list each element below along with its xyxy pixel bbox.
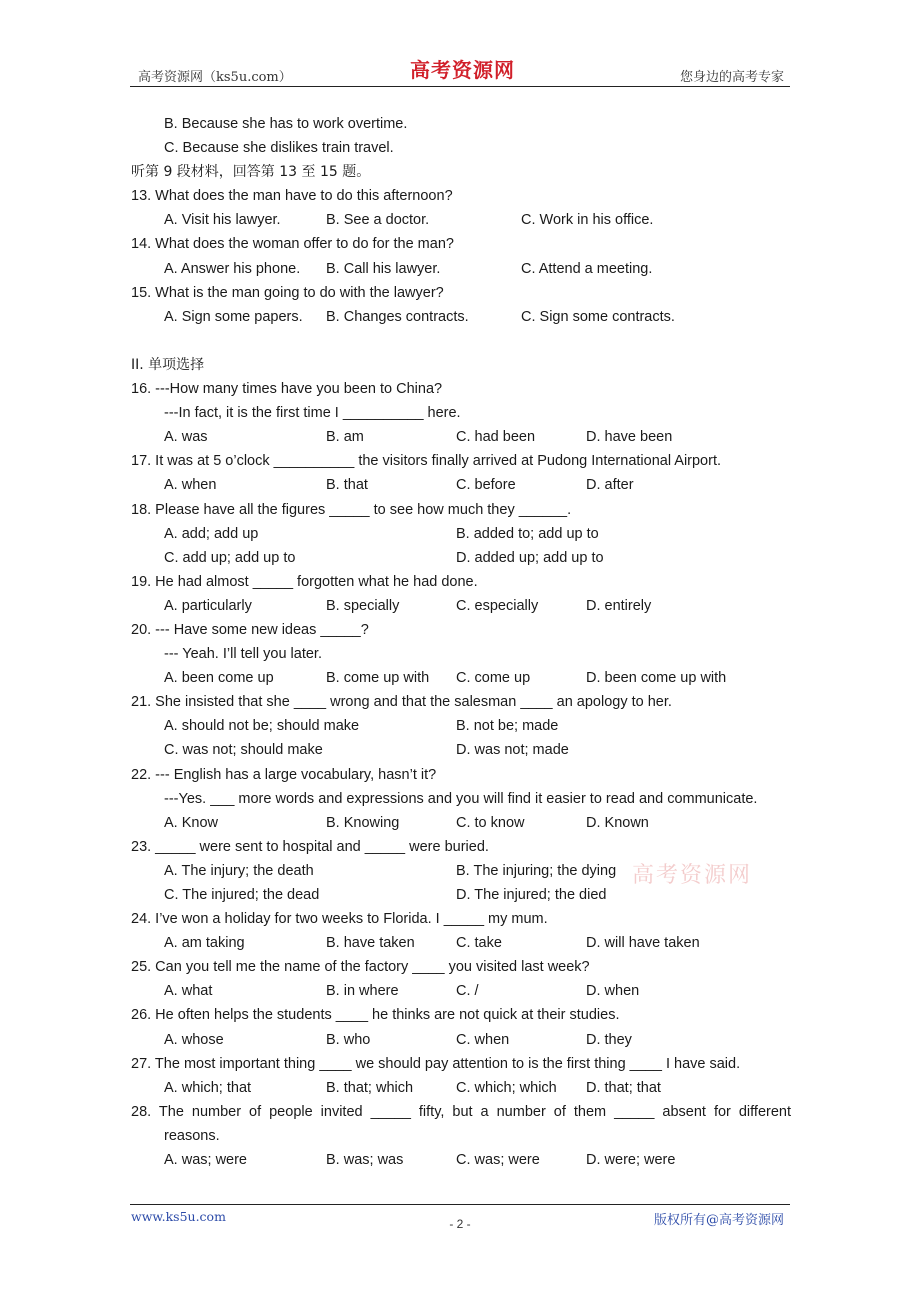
q28-stem-2: reasons. xyxy=(164,1127,220,1144)
q28-option-a: A. was; were xyxy=(164,1152,247,1169)
q21-stem: 21. She insisted that she ____ wrong and that the salesman ____ an apology to her. xyxy=(131,694,672,711)
q17-option-c: C. before xyxy=(456,477,516,494)
q20-stem-2: --- Yeah. I’ll tell you later. xyxy=(164,646,322,663)
q28-options xyxy=(131,1148,791,1172)
q13-options xyxy=(131,208,791,232)
q16-option-c: C. had been xyxy=(456,429,536,446)
q27-option-d: D. that; that xyxy=(586,1079,661,1096)
footer-rule xyxy=(130,1204,790,1205)
q22-options xyxy=(131,811,791,835)
q21-option-d: D. was not; made xyxy=(456,742,569,759)
q25-option-d: D. when xyxy=(586,983,640,1000)
q18-options-row1 xyxy=(131,522,791,546)
q13-option-c: C. Work in his office. xyxy=(521,212,654,229)
q23-option-b: B. The injuring; the dying xyxy=(456,862,617,879)
q28-stem: 28. The number of people invited _____ fifty, but a number of them _____ absent for different xyxy=(131,1103,791,1120)
q16-option-b: B. am xyxy=(326,429,364,446)
q26-option-d: D. they xyxy=(586,1031,632,1048)
q25-option-b: B. in where xyxy=(326,983,399,1000)
q24-option-a: A. am taking xyxy=(164,935,245,952)
q26-option-c: C. when xyxy=(456,1031,510,1048)
q23-option-a: A. The injury; the death xyxy=(164,862,314,879)
header-site-name: 高考资源网（ks5u.com） xyxy=(138,70,292,85)
q14-options xyxy=(131,257,791,281)
exam-content xyxy=(131,112,791,1172)
q26-option-a: A. whose xyxy=(164,1031,224,1048)
q20-options xyxy=(131,666,791,690)
q15-stem: 15. What is the man going to do with the lawyer? xyxy=(131,284,444,301)
q15-option-c: C. Sign some contracts. xyxy=(521,308,675,325)
q20-option-a: A. been come up xyxy=(164,670,274,687)
q15-option-b: B. Changes contracts. xyxy=(326,308,469,325)
header-rule xyxy=(130,86,790,87)
q26-options xyxy=(131,1028,791,1052)
q19-option-b: B. specially xyxy=(326,597,400,614)
watermark: 高考资源网 xyxy=(632,863,753,888)
q13-option-a: A. Visit his lawyer. xyxy=(164,212,281,229)
q27-option-a: A. which; that xyxy=(164,1079,252,1096)
q13-option-b: B. See a doctor. xyxy=(326,212,430,229)
q20-option-c: C. come up xyxy=(456,670,531,687)
section-title: II. 单项选择 xyxy=(131,356,205,373)
q24-stem: 24. I’ve won a holiday for two weeks to Florida. I _____ my mum. xyxy=(131,911,548,928)
q27-stem: 27. The most important thing ____ we should pay attention to is the first thing ____ I have said. xyxy=(131,1055,741,1072)
q26-option-b: B. who xyxy=(326,1031,371,1048)
q19-stem: 19. He had almost _____ forgotten what he had done. xyxy=(131,573,478,590)
q25-stem: 25. Can you tell me the name of the factory ____ you visited last week? xyxy=(131,959,590,976)
q18-option-a: A. add; add up xyxy=(164,525,259,542)
q14-option-a: A. Answer his phone. xyxy=(164,260,301,277)
page-number: - 2 - xyxy=(449,1217,471,1231)
q18-option-d: D. added up; add up to xyxy=(456,549,604,566)
q16-stem-2: ---In fact, it is the first time I __________ here. xyxy=(164,405,461,422)
q23-option-c: C. The injured; the dead xyxy=(164,887,320,903)
q22-stem-2: ---Yes. ___ more words and expressions and you will find it easier to read and communicate. xyxy=(164,790,758,807)
q20-option-b: B. come up with xyxy=(326,670,430,687)
q21-option-a: A. should not be; should make xyxy=(164,718,360,735)
q18-stem: 18. Please have all the figures _____ to see how much they ______. xyxy=(131,501,572,518)
q21-option-c: C. was not; should make xyxy=(164,742,323,759)
q21-option-b: B. not be; made xyxy=(456,718,559,735)
q15-options xyxy=(131,305,791,329)
q12-option-c: C. Because she dislikes train travel. xyxy=(164,140,394,157)
q17-option-b: B. that xyxy=(326,477,368,494)
q14-stem: 14. What does the woman offer to do for the man? xyxy=(131,236,454,253)
q25-option-a: A. what xyxy=(164,983,213,1000)
q24-option-d: D. will have taken xyxy=(586,935,700,952)
q22-option-c: C. to know xyxy=(456,814,525,831)
q23-stem: 23. _____ were sent to hospital and _____ were buried. xyxy=(131,838,489,855)
q17-option-a: A. when xyxy=(164,477,217,494)
q25-options xyxy=(131,979,791,1003)
spacer xyxy=(131,329,791,353)
q26-stem: 26. He often helps the students ____ he thinks are not quick at their studies. xyxy=(131,1007,620,1024)
header-logo: 高考资源网 xyxy=(410,58,515,82)
q27-options xyxy=(131,1076,791,1100)
q23-option-d: D. The injured; the died xyxy=(456,887,607,903)
q20-option-d: D. been come up with xyxy=(586,670,727,687)
q14-option-c: C. Attend a meeting. xyxy=(521,260,653,277)
q28-option-c: C. was; were xyxy=(456,1152,540,1169)
footer-site-link[interactable]: www.ks5u.com xyxy=(131,1209,226,1224)
page-header xyxy=(130,52,790,88)
q16-stem: 16. ---How many times have you been to China? xyxy=(131,381,443,398)
section-note: 听第 9 段材料，回答第 13 至 15 题。 xyxy=(131,164,371,181)
q18-option-c: C. add up; add up to xyxy=(164,549,296,566)
q24-option-c: C. take xyxy=(456,935,502,952)
q12-option-b: B. Because she has to work overtime. xyxy=(164,116,408,132)
q19-option-a: A. particularly xyxy=(164,597,252,614)
q13-stem: 13. What does the man have to do this afternoon? xyxy=(131,188,453,205)
q20-stem: 20. --- Have some new ideas _____? xyxy=(131,621,369,638)
q19-option-d: D. entirely xyxy=(586,597,652,614)
q16-options xyxy=(131,425,791,449)
q28-option-b: B. was; was xyxy=(326,1152,404,1169)
q18-option-b: B. added to; add up to xyxy=(456,525,599,542)
q19-option-c: C. especially xyxy=(456,597,539,614)
q24-option-b: B. have taken xyxy=(326,935,415,952)
q21-options-row2 xyxy=(131,738,791,762)
q24-options xyxy=(131,931,791,955)
q16-option-a: A. was xyxy=(164,429,208,446)
q16-option-d: D. have been xyxy=(586,429,673,446)
q15-option-a: A. Sign some papers. xyxy=(164,308,303,325)
q28-option-d: D. were; were xyxy=(586,1152,676,1169)
q22-option-a: A. Know xyxy=(164,814,218,831)
q17-options xyxy=(131,473,791,497)
q19-options xyxy=(131,594,791,618)
q17-option-d: D. after xyxy=(586,477,634,494)
q14-option-b: B. Call his lawyer. xyxy=(326,260,441,277)
q25-option-c: C. / xyxy=(456,983,479,1000)
q21-options-row1 xyxy=(131,714,791,738)
q22-option-d: D. Known xyxy=(586,814,649,831)
header-slogan: 您身边的高考专家 xyxy=(679,70,784,85)
q27-option-b: B. that; which xyxy=(326,1079,414,1096)
footer-copyright: 版权所有@高考资源网 xyxy=(653,1213,784,1228)
q27-option-c: C. which; which xyxy=(456,1079,557,1096)
q22-stem: 22. --- English has a large vocabulary, hasn’t it? xyxy=(131,766,437,783)
q22-option-b: B. Knowing xyxy=(326,814,400,831)
q17-stem: 17. It was at 5 o’clock __________ the visitors finally arrived at Pudong International Airport. xyxy=(131,453,722,470)
q18-options-row2 xyxy=(131,546,791,570)
